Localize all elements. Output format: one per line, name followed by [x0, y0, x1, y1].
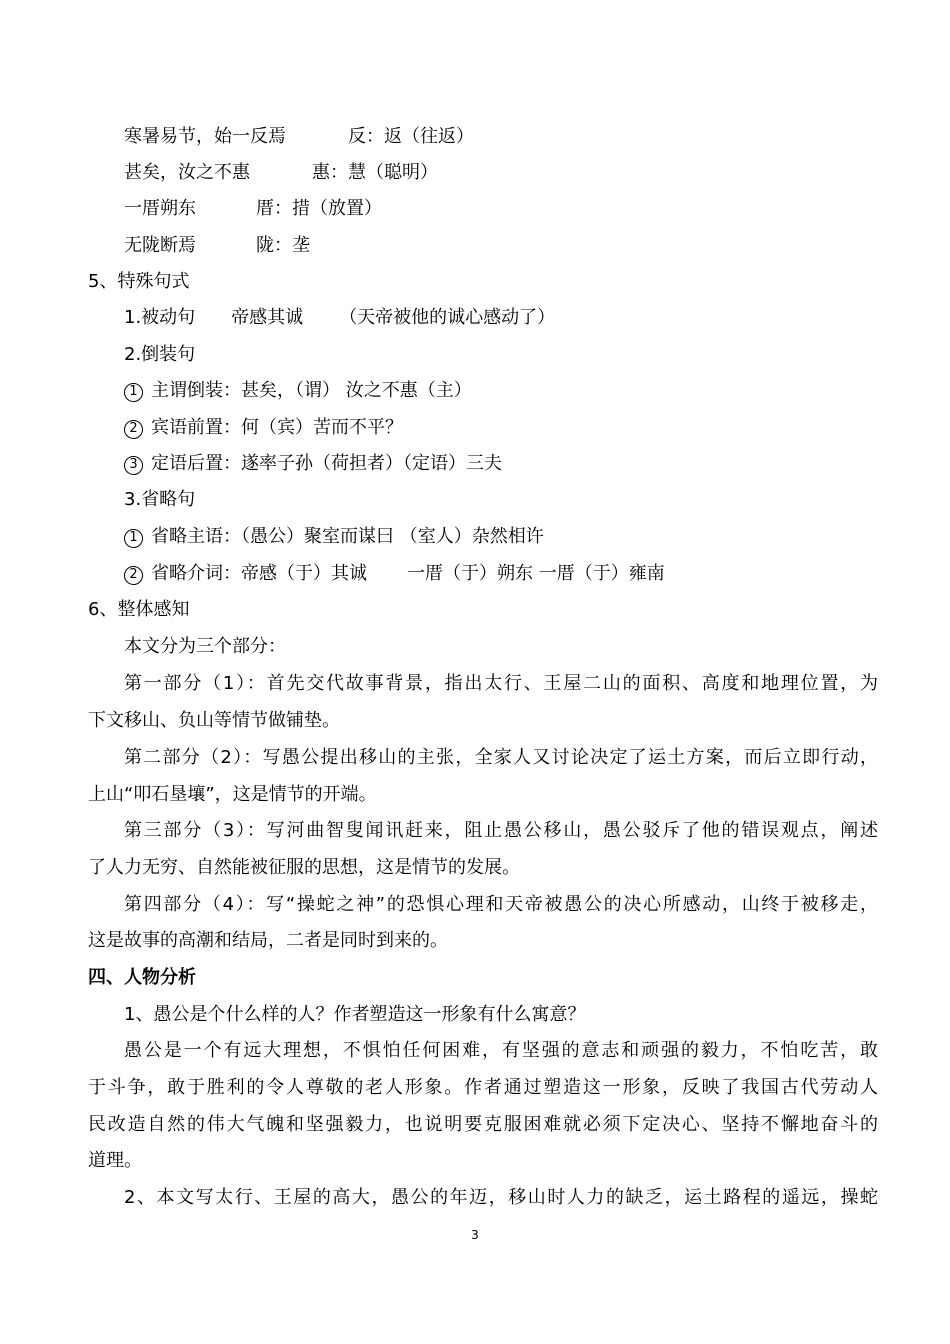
- vocab-line: [124, 119, 878, 155]
- passive-label: 1.被动句: [124, 307, 196, 328]
- section-heading: 四、人物分析: [88, 967, 196, 988]
- vocab-phrase: 寒暑易节，始一反焉: [124, 126, 286, 147]
- item-text: 省略介词：帝感（于）其诚: [151, 563, 367, 584]
- section-heading: 6、整体感知: [88, 599, 190, 620]
- vocab-note: 反：返（往返）: [348, 126, 474, 147]
- paragraph-line: 第四部分（4）：写“操蛇之神”的恐惧心理和天帝被愚公的决心所感动，山终于被移走，: [124, 894, 878, 915]
- circled-number: 1: [124, 383, 143, 402]
- paragraph-line: 下文移山、负山等情节做铺垫。: [88, 710, 340, 731]
- passive-gloss: （天帝被他的诚心感动了）: [339, 307, 556, 328]
- passive-sentence-line: [124, 300, 878, 336]
- vocab-line: [124, 155, 878, 191]
- circled-number: 3: [124, 456, 143, 475]
- section-heading: 5、特殊句式: [88, 271, 190, 292]
- vocab-line: [124, 228, 878, 264]
- vocab-phrase: 一厝朔东: [124, 198, 196, 219]
- inversion-item: [124, 373, 878, 409]
- item-text: 一厝（于）朔东 一厝（于）雍南: [407, 563, 665, 584]
- paragraph-line: 上山“叩石垦壤”，这是情节的开端。: [88, 784, 377, 805]
- paragraph-line: 第一部分（1）：首先交代故事背景，指出太行、王屋二山的面积、高度和地理位置，为: [124, 673, 878, 694]
- item-text: 主谓倒装：甚矣，（谓） 汝之不惠（主）: [151, 380, 472, 401]
- ellipsis-item: [124, 519, 878, 555]
- vocab-note: 陇：垄: [256, 235, 310, 256]
- ellipsis-item: [124, 556, 878, 592]
- vocab-line: [124, 191, 878, 227]
- paragraph-line: 这是故事的高潮和结局，二者是同时到来的。: [88, 930, 448, 951]
- inversion-item: [124, 446, 878, 482]
- ellipsis-label: 3.省略句: [124, 489, 196, 510]
- item-text: 定语后置：遂率子孙（荷担者）（定语）三夫: [151, 453, 502, 474]
- question-line: 1、愚公是个什么样的人？作者塑造这一形象有什么寓意？: [124, 1004, 586, 1025]
- question-line: 2、本文写太行、王屋的高大，愚公的年迈，移山时人力的缺乏，运土路程的遥远，操蛇: [124, 1187, 878, 1208]
- item-text: 宾语前置：何（宾）苦而不平？: [151, 417, 403, 438]
- inversion-item: [124, 410, 878, 446]
- paragraph-line: 道理。: [88, 1150, 142, 1171]
- circled-number: 2: [124, 566, 143, 585]
- vocab-note: 厝：措（放置）: [256, 198, 382, 219]
- vocab-note: 惠：慧（聪明）: [312, 162, 438, 183]
- item-text: 省略主语：（愚公）聚室而谋曰 （室人）杂然相许: [151, 526, 544, 547]
- paragraph-line: 于斗争，敢于胜利的令人尊敬的老人形象。作者通过塑造这一形象，反映了我国古代劳动人: [88, 1077, 878, 1098]
- paragraph-line: 本文分为三个部分：: [124, 636, 286, 657]
- inversion-label: 2.倒装句: [124, 344, 196, 365]
- vocab-phrase: 无陇断焉: [124, 235, 196, 256]
- paragraph-line: 愚公是一个有远大理想，不惧怕任何困难，有坚强的意志和顽强的毅力，不怕吃苦，敢: [124, 1040, 878, 1061]
- paragraph-line: 第三部分（3）：写河曲智叟闻讯赶来，阻止愚公移山，愚公驳斥了他的错误观点，阐述: [124, 820, 878, 841]
- circled-number: 2: [124, 420, 143, 439]
- circled-number: 1: [124, 529, 143, 548]
- passive-example: 帝感其诚: [231, 307, 304, 328]
- paragraph-line: 民改造自然的伟大气魄和坚强毅力，也说明要克服困难就必须下定决心、坚持不懈地奋斗的: [88, 1114, 878, 1135]
- vocab-phrase: 甚矣，汝之不惠: [124, 162, 250, 183]
- paragraph-line: 了人力无穷、自然能被征服的思想，这是情节的发展。: [88, 857, 520, 878]
- page-number: 3: [471, 1228, 479, 1242]
- paragraph-line: 第二部分（2）：写愚公提出移山的主张，全家人又讨论决定了运土方案，而后立即行动，: [124, 747, 878, 768]
